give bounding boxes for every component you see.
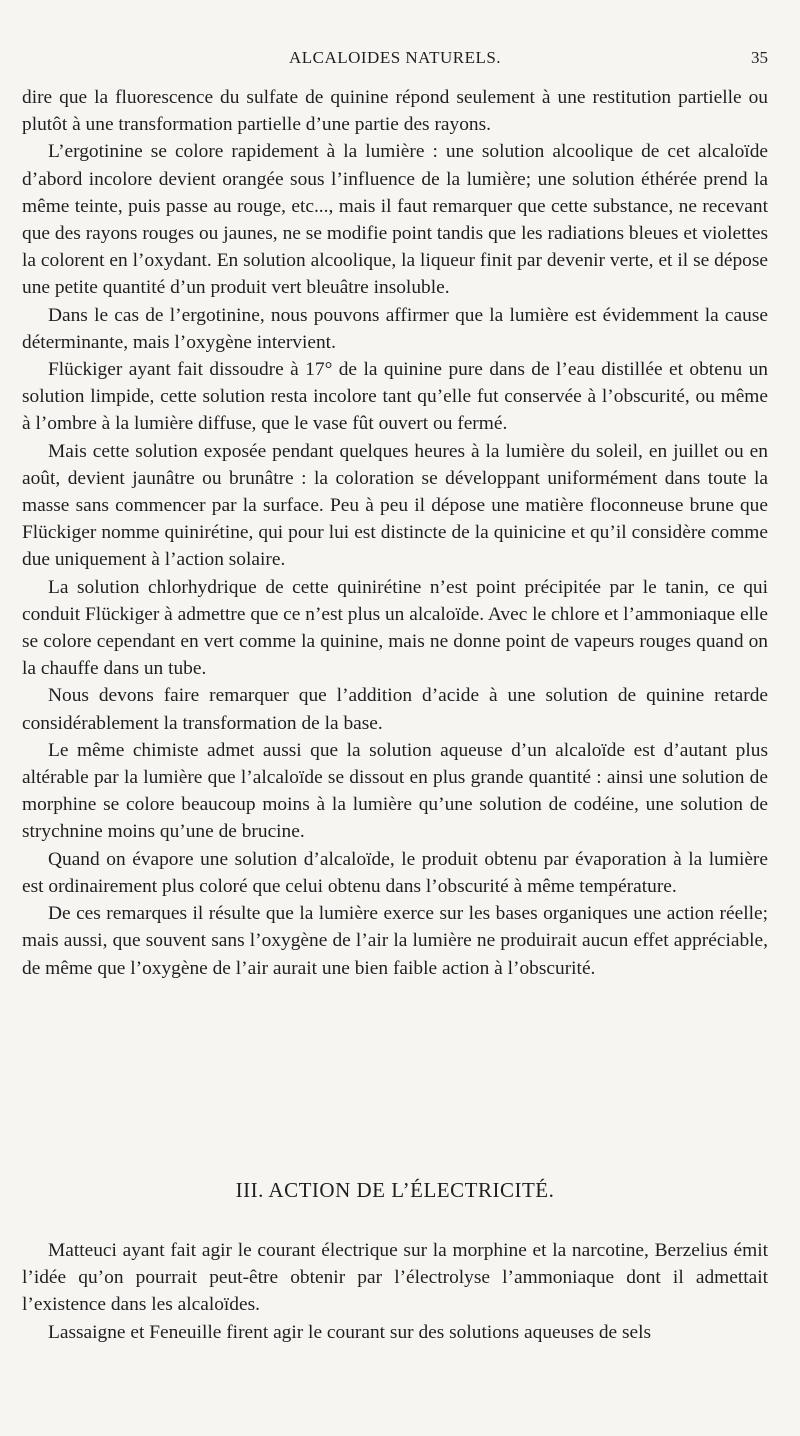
page-number: 35 [751,48,768,67]
paragraph: De ces remarques il résulte que la lumière exerce sur les bases organiques une action réelle; mais aussi, que souvent sans l’oxygène de l’air la lumière ne produirait aucun effet appréciable, de même que l’oxygène de l’air aurait une bien faible action à l’obscurité. [22,903,768,979]
paragraph: Mais cette solution exposée pendant quelques heures à la lumière du soleil, en juillet ou en août, devient jaunâtre ou brunâtre : la coloration se développant uniformément dans toute la masse sans commencer par la surface. Peu à peu il dépose une matière floconneuse brune que Flückiger nomme quinirétine, qui pour lui est distincte de la quinicine et qu’il considère comme due uniquement à l’action solaire. [22,440,768,571]
running-title: ALCALOIDES NATURELS. [288,48,502,67]
paragraph: dire que la fluorescence du sulfate de quinine répond seulement à une restitution partielle ou plutôt à une transformation partielle d’une partie des rayons. [22,87,768,136]
paragraph: Quand on évapore une solution d’alcaloïde, le produit obtenu par évaporation à la lumière est ordinairement plus coloré que celui obtenu dans l’obscurité à même température. [22,848,768,897]
paragraph: Le même chimiste admet aussi que la solution aqueuse d’un alcaloïde est d’autant plus altérable par la lumière que l’alcaloïde se dissout en plus grande quantité : ainsi une solution de morphine se colore beaucoup moins à la lumière qu’une solution de codéine, une solution de strychnine moins qu’une de brucine. [22,739,768,843]
paragraph: Nous devons faire remarquer que l’addition d’acide à une solution de quinine retarde considérablement la transformation de la base. [22,685,768,734]
paragraph: Flückiger ayant fait dissoudre à 17° de la quinine pure dans de l’eau distillée et obtenu un solution limpide, cette solution resta incolore tant qu’elle fut conservée à l’obscurité, ou même à l’ombre à la lumière diffuse, que le vase fût ouvert ou fermé. [22,359,768,435]
paragraph: L’ergotinine se colore rapidement à la lumière : une solution alcoolique de cet alcaloïde d’abord incolore devient orangée sous l’influence de la lumière; une solution éthérée prend la même teinte, puis passe au rouge, etc..., mais il faut remarquer que cette substance, ne recevant que des rayons rouges ou jaunes, ne se modifie point tandis que les radiations bleues et violettes la colorent en l’oxydant. En solution alcoolique, la liqueur finit par devenir verte, et il se dépose une petite quantité d’un produit vert bleuâtre insoluble. [22,141,768,299]
section-body-text [22,1237,768,1346]
section-heading: III. ACTION DE L’ÉLECTRICITÉ. [235,1178,555,1202]
paragraph: Dans le cas de l’ergotinine, nous pouvons affirmer que la lumière est évidemment la cause déterminante, mais l’oxygène intervient. [22,304,768,353]
paragraph: La solution chlorhydrique de cette quinirétine n’est point précipitée par le tanin, ce qui conduit Flückiger à admettre que ce n’est plus un alcaloïde. Avec le chlore et l’ammoniaque elle se colore cependant en vert comme la quinine, mais ne donne point de vapeurs rouges quand on la chauffe dans un tube. [22,576,768,680]
page-header [22,48,768,72]
paragraph: Lassaigne et Feneuille firent agir le courant sur des solutions aqueuses de sels [48,1321,652,1343]
body-text [22,84,768,982]
paragraph: Matteuci ayant fait agir le courant électrique sur la morphine et la narcotine, Berzelius émit l’idée qu’on pourrait peut-être obtenir par l’électrolyse l’ammoniaque dont il admettait l’existence dans les alcaloïdes. [22,1240,768,1316]
